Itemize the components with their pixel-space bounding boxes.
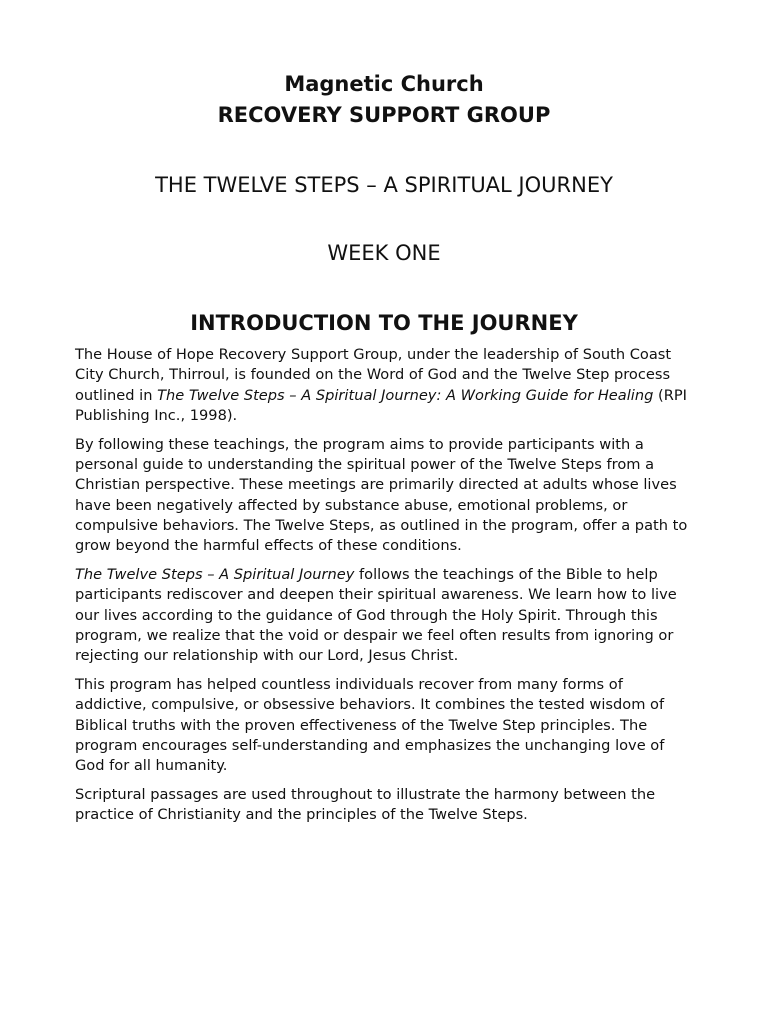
paragraph-program-aims: By following these teachings, the program aims to provide participants with a personal guide to understanding the spiritual power of the Twelve Steps from a Christian perspective. These meetings are primarily directed at adults whose lives have been negatively affected by substance abuse, emotional problems, or compulsive behaviors. The Twelve Steps, as outlined in the program, offer a path to grow beyond the harmful effects of these conditions. — [75, 435, 688, 555]
program-title: The Twelve Steps – A Spiritual Journey — [75, 565, 355, 583]
paragraph-intro-citation: (RPI Publishing Inc., 1998). — [75, 386, 687, 424]
paragraph-intro-text: The House of Hope Recovery Support Group, under the leadership of South Coast City Church, Thirroul, is founded on the Word of God and the Twelve Step process outlined in — [75, 346, 672, 404]
paragraph-intro — [75, 345, 697, 426]
paragraph-scripture: Scriptural passages are used throughout to illustrate the harmony between the practice of Christianity and the principles of the Twelve Steps. — [75, 785, 656, 824]
paragraph-recovery: This program has helped countless individuals recover from many forms of addictive, compulsive, or obsessive behaviors. It combines the tested wisdom of Biblical truths with the proven effectiveness of the Twelve Step principles. The program encourages self-understanding and emphasizes the unchanging love of God for all humanity. — [75, 675, 665, 775]
paragraph-teachings — [75, 565, 697, 666]
series-title: THE TWELVE STEPS – A SPIRITUAL JOURNEY — [155, 173, 613, 197]
paragraph-teachings-text: follows the teachings of the Bible to help participants rediscover and deepen their spiritual awareness. We learn how to live our lives according to the guidance of God through the Holy Spirit. Through this program, we realize that the void or despair we feel often results from ignoring or rejecting our relationship with our Lord, Jesus Christ. — [75, 565, 677, 665]
book-title: The Twelve Steps – A Spiritual Journey: A Working Guide for Healing — [157, 386, 654, 404]
org-name: Magnetic Church — [284, 72, 484, 96]
section-heading: INTRODUCTION TO THE JOURNEY — [190, 311, 578, 335]
body-text — [75, 345, 697, 834]
group-name: RECOVERY SUPPORT GROUP — [217, 103, 551, 127]
week-label: WEEK ONE — [327, 241, 441, 265]
